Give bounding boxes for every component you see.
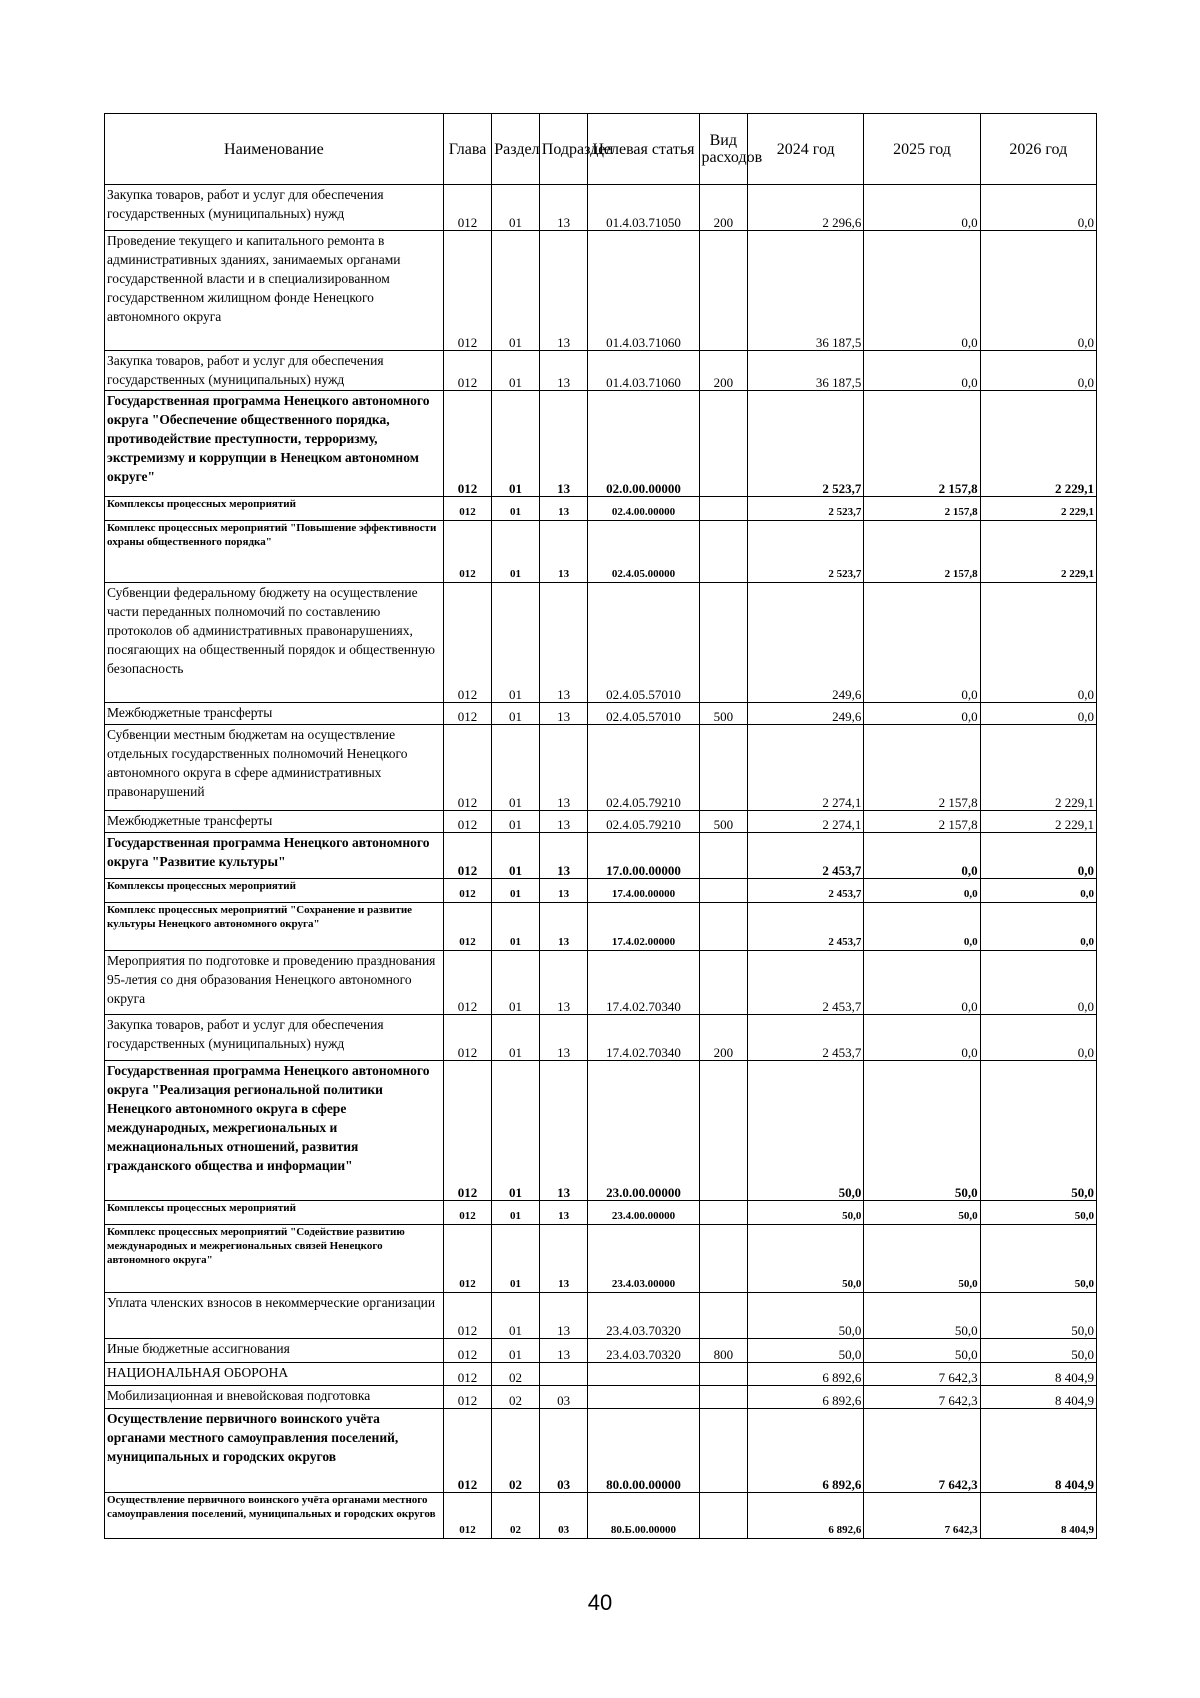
budget-table (104, 113, 1097, 1539)
cell-podrazdel: 13 (539, 497, 588, 521)
cell-podrazdel: 13 (539, 811, 588, 833)
cell-y2026: 50,0 (980, 1201, 1096, 1225)
cell-name: Государственная программа Ненецкого автономного округа "Обеспечение общественного порядка, противодействие преступности, терроризму, экстремизму и коррупции в Ненецком автономном округе" (105, 391, 444, 497)
cell-razdel: 01 (492, 351, 540, 391)
header-podrazdel: Подраздел (539, 114, 588, 185)
cell-name: Закупка товаров, работ и услуг для обеспечения государственных (муниципальных) нужд (105, 1015, 444, 1061)
table-row (105, 903, 1097, 951)
cell-y2025: 0,0 (864, 351, 980, 391)
cell-razdel: 01 (492, 185, 540, 231)
cell-celevaya: 23.4.00.00000 (588, 1201, 699, 1225)
cell-razdel: 01 (492, 725, 540, 811)
cell-vid (699, 951, 748, 1015)
cell-vid: 500 (699, 811, 748, 833)
cell-name: Комплексы процессных мероприятий (105, 497, 444, 521)
cell-celevaya: 02.0.00.00000 (588, 391, 699, 497)
cell-celevaya: 02.4.05.00000 (588, 521, 699, 583)
cell-podrazdel: 13 (539, 703, 588, 725)
cell-y2024: 2 453,7 (748, 879, 864, 903)
cell-y2024: 2 453,7 (748, 951, 864, 1015)
cell-celevaya: 02.4.05.57010 (588, 583, 699, 703)
cell-y2026: 2 229,1 (980, 811, 1096, 833)
cell-razdel: 01 (492, 521, 540, 583)
cell-glava: 012 (443, 833, 492, 879)
cell-name: Уплата членских взносов в некоммерческие организации (105, 1293, 444, 1339)
cell-name: Субвенции местным бюджетам на осуществление отдельных государственных полномочий Ненецкого автономного округа в сфере административных правонарушений (105, 725, 444, 811)
cell-podrazdel: 13 (539, 583, 588, 703)
cell-y2024: 2 523,7 (748, 521, 864, 583)
table-row (105, 833, 1097, 879)
cell-podrazdel: 13 (539, 1225, 588, 1293)
cell-name: Межбюджетные трансферты (105, 811, 444, 833)
table-row (105, 1201, 1097, 1225)
cell-y2025: 2 157,8 (864, 521, 980, 583)
table-row (105, 1225, 1097, 1293)
cell-y2026: 8 404,9 (980, 1363, 1096, 1386)
cell-celevaya: 01.4.03.71060 (588, 231, 699, 351)
cell-celevaya: 02.4.05.57010 (588, 703, 699, 725)
header-name: Наименование (105, 114, 444, 185)
cell-podrazdel: 13 (539, 951, 588, 1015)
table-header-row (105, 114, 1097, 185)
cell-y2026: 2 229,1 (980, 521, 1096, 583)
table-row (105, 1339, 1097, 1363)
cell-y2026: 0,0 (980, 351, 1096, 391)
cell-glava: 012 (443, 351, 492, 391)
cell-y2025: 2 157,8 (864, 497, 980, 521)
cell-y2025: 0,0 (864, 703, 980, 725)
cell-y2026: 8 404,9 (980, 1493, 1096, 1539)
table-row (105, 185, 1097, 231)
cell-name: Комплекс процессных мероприятий "Сохранение и развитие культуры Ненецкого автономного округа" (105, 903, 444, 951)
cell-podrazdel: 13 (539, 1293, 588, 1339)
cell-vid (699, 1201, 748, 1225)
table-row (105, 1363, 1097, 1386)
cell-y2025: 2 157,8 (864, 391, 980, 497)
cell-podrazdel: 13 (539, 879, 588, 903)
cell-podrazdel: 13 (539, 521, 588, 583)
cell-celevaya: 80.Б.00.00000 (588, 1493, 699, 1539)
cell-glava: 012 (443, 521, 492, 583)
table-row (105, 703, 1097, 725)
cell-vid (699, 1225, 748, 1293)
cell-glava: 012 (443, 1339, 492, 1363)
table-row (105, 1015, 1097, 1061)
cell-y2025: 0,0 (864, 879, 980, 903)
cell-name: Государственная программа Ненецкого автономного округа "Развитие культуры" (105, 833, 444, 879)
cell-razdel: 02 (492, 1409, 540, 1493)
cell-podrazdel: 03 (539, 1493, 588, 1539)
header-celevaya: Целевая статья (588, 114, 699, 185)
cell-glava: 012 (443, 1493, 492, 1539)
cell-name: Субвенции федеральному бюджету на осуществление части переданных полномочий по составлению протоколов об административных правонарушениях, посягающих на общественный порядок и общественную безопасность (105, 583, 444, 703)
cell-vid: 500 (699, 703, 748, 725)
cell-name: Мобилизационная и вневойсковая подготовка (105, 1386, 444, 1409)
cell-y2025: 50,0 (864, 1339, 980, 1363)
cell-y2026: 0,0 (980, 231, 1096, 351)
cell-podrazdel: 13 (539, 1061, 588, 1201)
cell-y2026: 0,0 (980, 703, 1096, 725)
cell-celevaya: 01.4.03.71060 (588, 351, 699, 391)
table-row (105, 351, 1097, 391)
cell-vid (699, 1293, 748, 1339)
cell-y2026: 50,0 (980, 1293, 1096, 1339)
cell-podrazdel: 03 (539, 1409, 588, 1493)
cell-podrazdel: 13 (539, 391, 588, 497)
cell-celevaya: 02.4.05.79210 (588, 725, 699, 811)
cell-y2026: 0,0 (980, 1015, 1096, 1061)
cell-name: Осуществление первичного воинского учёта органами местного самоуправления поселений, муниципальных и городских округов (105, 1409, 444, 1493)
cell-y2024: 36 187,5 (748, 231, 864, 351)
cell-y2024: 36 187,5 (748, 351, 864, 391)
cell-y2024: 2 523,7 (748, 497, 864, 521)
cell-name: Межбюджетные трансферты (105, 703, 444, 725)
cell-y2025: 2 157,8 (864, 725, 980, 811)
cell-vid (699, 833, 748, 879)
cell-name: Комплекс процессных мероприятий "Повышение эффективности охраны общественного порядка" (105, 521, 444, 583)
cell-glava: 012 (443, 1409, 492, 1493)
cell-y2026: 2 229,1 (980, 497, 1096, 521)
cell-celevaya: 01.4.03.71050 (588, 185, 699, 231)
cell-glava: 012 (443, 185, 492, 231)
page-number: 40 (587, 1590, 613, 1615)
cell-name: НАЦИОНАЛЬНАЯ ОБОРОНА (105, 1363, 444, 1386)
cell-vid (699, 879, 748, 903)
cell-glava: 012 (443, 1061, 492, 1201)
cell-y2024: 2 523,7 (748, 391, 864, 497)
cell-celevaya: 02.4.05.79210 (588, 811, 699, 833)
cell-razdel: 01 (492, 1015, 540, 1061)
header-2025: 2025 год (864, 114, 980, 185)
cell-podrazdel: 13 (539, 903, 588, 951)
cell-y2024: 2 453,7 (748, 903, 864, 951)
cell-razdel: 01 (492, 951, 540, 1015)
cell-glava: 012 (443, 497, 492, 521)
cell-y2026: 50,0 (980, 1061, 1096, 1201)
cell-name: Комплексы процессных мероприятий (105, 1201, 444, 1225)
cell-glava: 012 (443, 1386, 492, 1409)
cell-razdel: 02 (492, 1363, 540, 1386)
cell-razdel: 01 (492, 833, 540, 879)
cell-celevaya: 17.0.00.00000 (588, 833, 699, 879)
cell-y2026: 50,0 (980, 1339, 1096, 1363)
table-row (105, 391, 1097, 497)
cell-name: Закупка товаров, работ и услуг для обеспечения государственных (муниципальных) нужд (105, 185, 444, 231)
cell-vid (699, 1386, 748, 1409)
header-razdel: Раздел (492, 114, 540, 185)
cell-y2025: 7 642,3 (864, 1386, 980, 1409)
cell-vid (699, 725, 748, 811)
cell-celevaya: 17.4.02.00000 (588, 903, 699, 951)
cell-y2025: 50,0 (864, 1061, 980, 1201)
cell-y2025: 0,0 (864, 185, 980, 231)
cell-y2024: 6 892,6 (748, 1363, 864, 1386)
cell-podrazdel: 13 (539, 185, 588, 231)
cell-glava: 012 (443, 1015, 492, 1061)
cell-y2024: 2 453,7 (748, 1015, 864, 1061)
cell-y2025: 7 642,3 (864, 1363, 980, 1386)
cell-vid: 200 (699, 185, 748, 231)
cell-razdel: 01 (492, 1225, 540, 1293)
table-row (105, 1409, 1097, 1493)
cell-y2026: 0,0 (980, 583, 1096, 703)
cell-razdel: 01 (492, 703, 540, 725)
table-row (105, 1493, 1097, 1539)
cell-razdel: 01 (492, 1201, 540, 1225)
cell-y2024: 50,0 (748, 1339, 864, 1363)
cell-glava: 012 (443, 391, 492, 497)
cell-glava: 012 (443, 703, 492, 725)
cell-y2024: 249,6 (748, 703, 864, 725)
cell-glava: 012 (443, 1201, 492, 1225)
table-row (105, 951, 1097, 1015)
cell-razdel: 02 (492, 1493, 540, 1539)
cell-razdel: 01 (492, 497, 540, 521)
cell-vid (699, 1409, 748, 1493)
table-row (105, 231, 1097, 351)
table-row (105, 811, 1097, 833)
cell-y2025: 2 157,8 (864, 811, 980, 833)
cell-celevaya (588, 1363, 699, 1386)
table-row (105, 1293, 1097, 1339)
cell-celevaya: 02.4.00.00000 (588, 497, 699, 521)
cell-y2026: 2 229,1 (980, 725, 1096, 811)
table-row (105, 583, 1097, 703)
cell-y2025: 0,0 (864, 833, 980, 879)
cell-glava: 012 (443, 811, 492, 833)
cell-vid (699, 497, 748, 521)
cell-glava: 012 (443, 1225, 492, 1293)
cell-celevaya: 80.0.00.00000 (588, 1409, 699, 1493)
cell-celevaya: 23.4.03.70320 (588, 1339, 699, 1363)
table-body (105, 185, 1097, 1539)
table-row (105, 725, 1097, 811)
header-2026: 2026 год (980, 114, 1096, 185)
cell-podrazdel: 13 (539, 351, 588, 391)
cell-razdel: 01 (492, 879, 540, 903)
cell-y2024: 6 892,6 (748, 1386, 864, 1409)
cell-glava: 012 (443, 879, 492, 903)
cell-y2025: 0,0 (864, 1015, 980, 1061)
cell-razdel: 01 (492, 391, 540, 497)
cell-name: Осуществление первичного воинского учёта органами местного самоуправления поселений, муниципальных и городских округов (105, 1493, 444, 1539)
cell-celevaya: 17.4.02.70340 (588, 951, 699, 1015)
cell-podrazdel: 13 (539, 1015, 588, 1061)
cell-glava: 012 (443, 1363, 492, 1386)
cell-podrazdel: 03 (539, 1386, 588, 1409)
cell-podrazdel: 13 (539, 725, 588, 811)
cell-razdel: 01 (492, 231, 540, 351)
cell-celevaya: 17.4.00.00000 (588, 879, 699, 903)
cell-glava: 012 (443, 903, 492, 951)
cell-vid (699, 1061, 748, 1201)
cell-podrazdel (539, 1363, 588, 1386)
cell-y2026: 50,0 (980, 1225, 1096, 1293)
cell-razdel: 01 (492, 1061, 540, 1201)
cell-name: Мероприятия по подготовке и проведению празднования 95-летия со дня образования Ненецкого автономного округа (105, 951, 444, 1015)
cell-podrazdel: 13 (539, 1201, 588, 1225)
cell-celevaya: 23.4.03.70320 (588, 1293, 699, 1339)
cell-name: Иные бюджетные ассигнования (105, 1339, 444, 1363)
cell-glava: 012 (443, 583, 492, 703)
cell-y2024: 2 274,1 (748, 725, 864, 811)
cell-vid (699, 391, 748, 497)
cell-celevaya: 17.4.02.70340 (588, 1015, 699, 1061)
cell-y2025: 7 642,3 (864, 1409, 980, 1493)
cell-y2024: 50,0 (748, 1061, 864, 1201)
cell-razdel: 01 (492, 1339, 540, 1363)
cell-razdel: 01 (492, 1293, 540, 1339)
cell-y2025: 0,0 (864, 951, 980, 1015)
cell-vid: 800 (699, 1339, 748, 1363)
cell-vid (699, 583, 748, 703)
cell-vid (699, 903, 748, 951)
cell-y2025: 7 642,3 (864, 1493, 980, 1539)
cell-y2024: 6 892,6 (748, 1409, 864, 1493)
cell-name: Комплекс процессных мероприятий "Содействие развитию международных и межрегиональных связей Ненецкого автономного округа" (105, 1225, 444, 1293)
header-2024: 2024 год (748, 114, 864, 185)
cell-glava: 012 (443, 725, 492, 811)
cell-y2024: 6 892,6 (748, 1493, 864, 1539)
cell-name: Закупка товаров, работ и услуг для обеспечения государственных (муниципальных) нужд (105, 351, 444, 391)
cell-glava: 012 (443, 231, 492, 351)
header-vid: Вид расходов (699, 114, 748, 185)
cell-y2025: 0,0 (864, 231, 980, 351)
header-glava: Глава (443, 114, 492, 185)
cell-celevaya: 23.4.03.00000 (588, 1225, 699, 1293)
cell-y2025: 0,0 (864, 583, 980, 703)
cell-y2026: 8 404,9 (980, 1409, 1096, 1493)
cell-vid (699, 521, 748, 583)
cell-razdel: 01 (492, 903, 540, 951)
cell-y2026: 0,0 (980, 833, 1096, 879)
cell-y2024: 2 274,1 (748, 811, 864, 833)
cell-y2025: 50,0 (864, 1201, 980, 1225)
cell-name: Проведение текущего и капитального ремонта в административных зданиях, занимаемых органами государственной власти и в специализированном государственном жилищном фонде Ненецкого автономного округа (105, 231, 444, 351)
cell-y2024: 2 296,6 (748, 185, 864, 231)
cell-razdel: 01 (492, 811, 540, 833)
cell-glava: 012 (443, 1293, 492, 1339)
table-row (105, 521, 1097, 583)
table-row (105, 1386, 1097, 1409)
cell-celevaya (588, 1386, 699, 1409)
cell-name: Комплексы процессных мероприятий (105, 879, 444, 903)
cell-vid (699, 231, 748, 351)
cell-y2026: 0,0 (980, 879, 1096, 903)
cell-podrazdel: 13 (539, 833, 588, 879)
cell-y2026: 0,0 (980, 951, 1096, 1015)
cell-glava: 012 (443, 951, 492, 1015)
cell-y2026: 2 229,1 (980, 391, 1096, 497)
table-row (105, 497, 1097, 521)
cell-y2026: 0,0 (980, 185, 1096, 231)
cell-y2024: 2 453,7 (748, 833, 864, 879)
cell-celevaya: 23.0.00.00000 (588, 1061, 699, 1201)
cell-vid (699, 1363, 748, 1386)
table-row (105, 879, 1097, 903)
cell-y2025: 50,0 (864, 1293, 980, 1339)
cell-razdel: 01 (492, 583, 540, 703)
table-row (105, 1061, 1097, 1201)
cell-y2026: 0,0 (980, 903, 1096, 951)
cell-y2024: 249,6 (748, 583, 864, 703)
cell-vid: 200 (699, 1015, 748, 1061)
cell-y2024: 50,0 (748, 1201, 864, 1225)
cell-y2025: 50,0 (864, 1225, 980, 1293)
cell-y2025: 0,0 (864, 903, 980, 951)
cell-razdel: 02 (492, 1386, 540, 1409)
cell-y2026: 8 404,9 (980, 1386, 1096, 1409)
cell-vid: 200 (699, 351, 748, 391)
cell-podrazdel: 13 (539, 231, 588, 351)
cell-y2024: 50,0 (748, 1293, 864, 1339)
cell-y2024: 50,0 (748, 1225, 864, 1293)
cell-podrazdel: 13 (539, 1339, 588, 1363)
cell-name: Государственная программа Ненецкого автономного округа "Реализация региональной политики Ненецкого автономного округа в сфере международных, межрегиональных и межнациональных отношений, развития гражданского общества и информации" (105, 1061, 444, 1201)
cell-vid (699, 1493, 748, 1539)
